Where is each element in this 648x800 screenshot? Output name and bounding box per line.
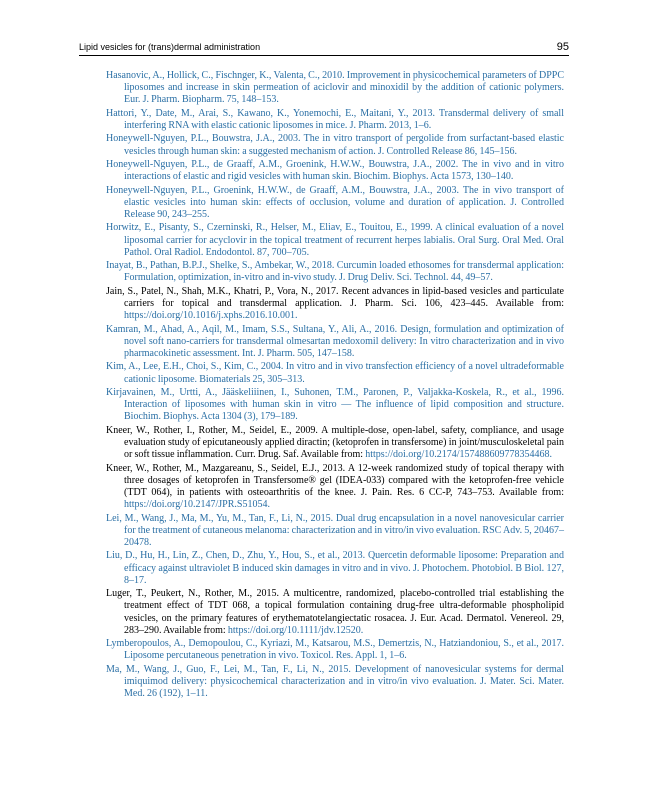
reference-list: [106, 70, 564, 702]
doi-link[interactable]: https://doi.org/10.2147/JPR.S51054.: [124, 499, 270, 511]
reference-item[interactable]: [106, 222, 564, 259]
reference-item[interactable]: [106, 133, 564, 157]
reference-text: Inayat, B., Pathan, B.P.J., Shelke, S., Ambekar, W., 2018. Curcumin loaded ethosomes for transdermal application: Formulation, optimization, in-vitro and in-vivo study. J. Drug Deliv. Sci. Technol. 44, 49–57.: [106, 260, 564, 284]
reference-text: Honeywell-Nguyen, P.L., Bouwstra, J.A., 2003. The in vitro transport of pergolide from surfactant-based elastic vesicles through human skin: a suggested mechanism of action. J. Controlled Release 86, 145–156.: [106, 133, 564, 157]
running-head: [79, 40, 569, 54]
reference-text: Luger, T., Peukert, N., Rother, M., 2015. A multicentre, randomized, placebo-controlled trial establishing the treatment effect of TDT 068, a topical formulation containing drug-free ultra-deformable phospholipid vesicles, on the primary features of erythematotelangiectatic rosacea. J. Eur. Acad. Dermatol. Venereol. 29, 283–290. Available from:: [106, 588, 564, 636]
reference-item[interactable]: [106, 108, 564, 132]
doi-link[interactable]: https://doi.org/10.2174/157488609778354468.: [365, 449, 553, 461]
reference-text: Liu, D., Hu, H., Lin, Z., Chen, D., Zhu, Y., Hou, S., et al., 2013. Quercetin deformable liposome: Preparation and efficacy against ultraviolet B induced skin damages in vitro and in vivo. J. Photochem. Photobiol. B Biol. 127, 8–17.: [106, 550, 564, 586]
reference-item[interactable]: [106, 550, 564, 587]
reference-item: [106, 425, 564, 462]
reference-text: Honeywell-Nguyen, P.L., de Graaff, A.M., Groenink, H.W.W., Bouwstra, J.A., 2002. The in vivo and in vitro interactions of elastic and rigid vesicles with human skin. Biochim. Biophys. Acta 1573, 130–140.: [106, 158, 564, 183]
reference-text: Ma, M., Wang, J., Guo, F., Lei, M., Tan, F., Li, N., 2015. Development of nanovesicular systems for dermal imiquimod delivery: physicochemical characterization and in vitro/in vivo evaluation. J. Mater. Sci. Mater. Med. 26 (192), 1–11.: [106, 663, 564, 700]
doi-link[interactable]: https://doi.org/10.1016/j.xphs.2016.10.001.: [124, 310, 298, 322]
reference-item[interactable]: [106, 260, 564, 284]
reference-item[interactable]: [106, 638, 564, 662]
doi-link[interactable]: https://doi.org/10.1111/jdv.12520.: [227, 624, 364, 636]
reference-item[interactable]: [106, 387, 564, 424]
reference-item[interactable]: [106, 185, 564, 222]
reference-text: Horwitz, E., Pisanty, S., Czerninski, R., Helser, M., Eliav, E., Touitou, E., 1999. A clinical evaluation of a novel liposomal carrier for acyclovir in the topical treatment of recurrent herpes labialis. Oral Surg. Oral Med. Oral Pathol. Oral Radiol. Endodontol. 87, 700–705.: [106, 222, 564, 258]
reference-text: Jain, S., Patel, N., Shah, M.K., Khatri, P., Vora, N., 2017. Recent advances in lipid-based vesicles and particulate carriers for topical and transdermal application. J. Pharm. Sci. 106, 423–445. Available from:: [106, 285, 564, 309]
reference-item[interactable]: [106, 159, 564, 183]
reference-item[interactable]: [106, 664, 564, 701]
reference-item[interactable]: [106, 324, 564, 361]
page-number: 95: [556, 41, 569, 53]
reference-text: Hasanovic, A., Hollick, C., Fischnger, K., Valenta, C., 2010. Improvement in physicochemical parameters of DPPC liposomes and increase in skin permeation of aciclovir and minoxidil by the addition of cationic polymers. Eur. J. Pharm. Biopharm. 75, 148–153.: [106, 70, 564, 106]
reference-item: [106, 588, 564, 637]
reference-text: Kneer, W., Rother, I., Rother, M., Seidel, E., 2009. A multiple-dose, open-label, safety, compliance, and usage evaluation study of epicutaneously applied diractin; (ketoprofen in transfersome) in joint/musculoskeletal pain or soft tissue inflammation. Curr. Drug. Saf. Available from:: [106, 424, 564, 461]
reference-text: Honeywell-Nguyen, P.L., Groenink, H.W.W., de Graaff, A.M., Bouwstra, J.A., 2003. The in vivo transport of elastic vesicles into human skin: effects of occlusion, volume and duration of application. J. Controlled Release 90, 243–255.: [106, 184, 564, 220]
reference-text: Lymberopoulos, A., Demopoulou, C., Kyriazi, M., Katsarou, M.S., Demertzis, N., Hatziandoniou, S., et al., 2017. Liposome percutaneous penetration in vivo. Toxicol. Res. Appl. 1, 1–6.: [106, 638, 564, 662]
reference-text: Kneer, W., Rother, M., Mazgareanu, S., Seidel, E.J., 2013. A 12-week randomized study of topical therapy with three dosages of ketoprofen in Transfersome® gel (IDEA-033) compared with the ketoprofen-free vehicle (TDT 064), in patients with osteoarthritis of the knee. J. Pain. Res. 6 CC-P, 743–753. Available from:: [106, 462, 564, 498]
reference-item[interactable]: [106, 361, 564, 385]
reference-item[interactable]: [106, 70, 564, 107]
reference-text: Lei, M., Wang, J., Ma, M., Yu, M., Tan, F., Li, N., 2015. Dual drug encapsulation in a novel nanovesicular carrier for the treatment of cutaneous melanoma: characterization and in vitro/in vivo evaluation. RSC Adv. 5, 20467–20478.: [106, 512, 564, 548]
reference-item: [106, 463, 564, 512]
header-rule: [79, 55, 569, 56]
reference-item[interactable]: [106, 513, 564, 550]
reference-text: Kirjavainen, M., Urtti, A., Jääskeliiinen, I., Suhonen, T.M., Paronen, P., Valjakka-Koskela, R., et al., 1996. Interaction of liposomes with human skin in vitro — The influence of lipid composition and structure. Biochim. Biophys. Acta 1304 (3), 179–189.: [106, 386, 564, 423]
running-title: Lipid vesicles for (trans)dermal administration: [79, 42, 261, 52]
reference-text: Kamran, M., Ahad, A., Aqil, M., Imam, S.S., Sultana, Y., Ali, A., 2016. Design, formulation and optimization of novel soft nano-carriers for transdermal olmesartan medoxomil delivery: In vitro characterization and in vivo pharmacokinetic assessment. Int. J. Pharm. 505, 147–158.: [106, 323, 564, 359]
reference-text: Hattori, Y., Date, M., Arai, S., Kawano, K., Yonemochi, E., Maitani, Y., 2013. Transdermal delivery of small interfering RNA with elastic cationic liposomes in mice. J. Pharm. 2013, 1–6.: [106, 107, 564, 131]
reference-item: [106, 286, 564, 323]
reference-text: Kim, A., Lee, E.H., Choi, S., Kim, C., 2004. In vitro and in vivo transfection efficiency of a novel ultradeformable cationic liposome. Biomaterials 25, 305–313.: [106, 361, 564, 385]
